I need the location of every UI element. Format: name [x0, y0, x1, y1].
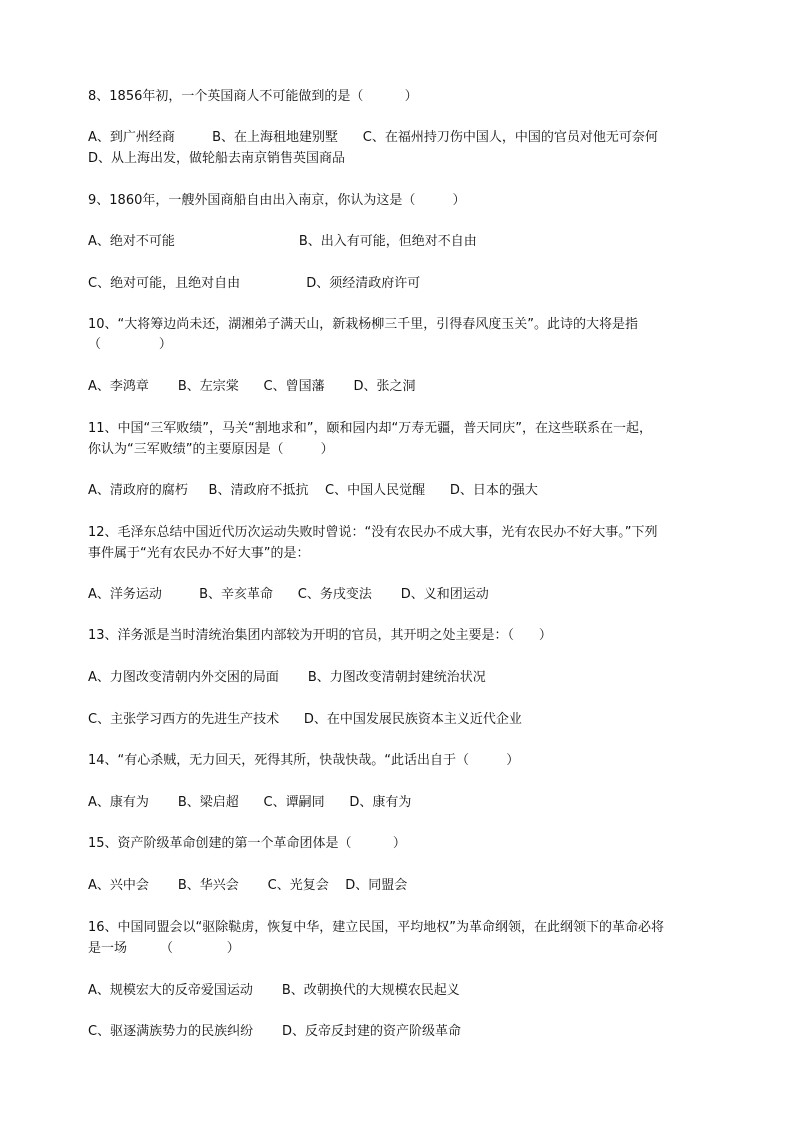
question-11-options: A、清政府的腐朽 B、清政府不抵抗 C、中国人民觉醒 D、日本的强大	[88, 483, 538, 498]
question-10-options: A、李鸿章 B、左宗棠 C、曾国藩 D、张之洞	[88, 379, 416, 394]
question-8-stem: 8、1856年初，一个英国商人不可能做到的是（ ）	[88, 89, 418, 104]
question-11-stem-line-2: 你认为“三军败绩”的主要原因是（ ）	[88, 442, 334, 457]
question-11-stem-line-1: 11、中国“三军败绩”，马关“割地求和”，颐和园内却“万寿无疆，普天同庆”，在这些联系在一起，	[88, 421, 652, 436]
question-9-stem: 9、1860年，一艘外国商船自由出入南京，你认为这是（ ）	[88, 193, 466, 208]
question-16-stem-line-1: 16、中国同盟会以“驱除鞑虏，恢复中华，建立民国，平均地权”为革命纲领，在此纲领下的革命必将	[88, 920, 665, 935]
question-14-stem: 14、“有心杀贼，无力回天，死得其所，快哉快哉。“此话出自于（ ）	[88, 753, 520, 768]
question-12-options: A、洋务运动 B、辛亥革命 C、务戌变法 D、义和团运动	[88, 587, 489, 602]
question-9-options-line-1: A、绝对不可能 B、出入有可能，但绝对不自由	[88, 234, 477, 249]
question-15-options: A、兴中会 B、华兴会 C、光复会 D、同盟会	[88, 878, 408, 893]
question-12-stem-line-2: 事件属于“光有农民办不好大事”的是：	[88, 546, 310, 561]
question-10-stem-line-2: （ ）	[88, 337, 172, 352]
question-8-options-line-2: D、从上海出发，做轮船去南京销售英国商品	[88, 151, 346, 166]
question-10-stem-line-1: 10、“大将筹边尚未还，湖湘弟子满天山，新栽杨柳三千里，引得春风度玉关”。此诗的大将是指	[88, 317, 639, 332]
question-14-options: A、康有为 B、梁启超 C、谭嗣同 D、康有为	[88, 795, 412, 810]
question-8-options-line-1: A、到广州经商 B、在上海租地建别墅 C、在福州持刀伤中国人，中国的官员对他无可奈何	[88, 130, 658, 145]
question-16-options-line-1: A、规模宏大的反帝爱国运动 B、改朝换代的大规模农民起义	[88, 983, 460, 998]
question-16-options-line-2: C、驱逐满族势力的民族纠纷 D、反帝反封建的资产阶级革命	[88, 1024, 462, 1039]
question-15-stem: 15、资产阶级革命创建的第一个革命团体是（ ）	[88, 836, 406, 851]
question-13-options-line-2: C、主张学习西方的先进生产技术 D、在中国发展民族资本主义近代企业	[88, 712, 522, 727]
question-9-options-line-2: C、绝对可能，且绝对自由 D、须经清政府许可	[88, 276, 421, 291]
question-13-options-line-1: A、力图改变清朝内外交困的局面 B、力图改变清朝封建统治状况	[88, 670, 486, 685]
question-13-stem: 13、洋务派是当时清统治集团内部较为开明的官员，其开明之处主要是：（ ）	[88, 628, 552, 643]
question-12-stem-line-1: 12、毛泽东总结中国近代历次运动失败时曾说：“没有农民办不成大事，光有农民办不好大事。”下列	[88, 525, 658, 540]
question-16-stem-line-2: 是一场 （ ）	[88, 941, 240, 956]
